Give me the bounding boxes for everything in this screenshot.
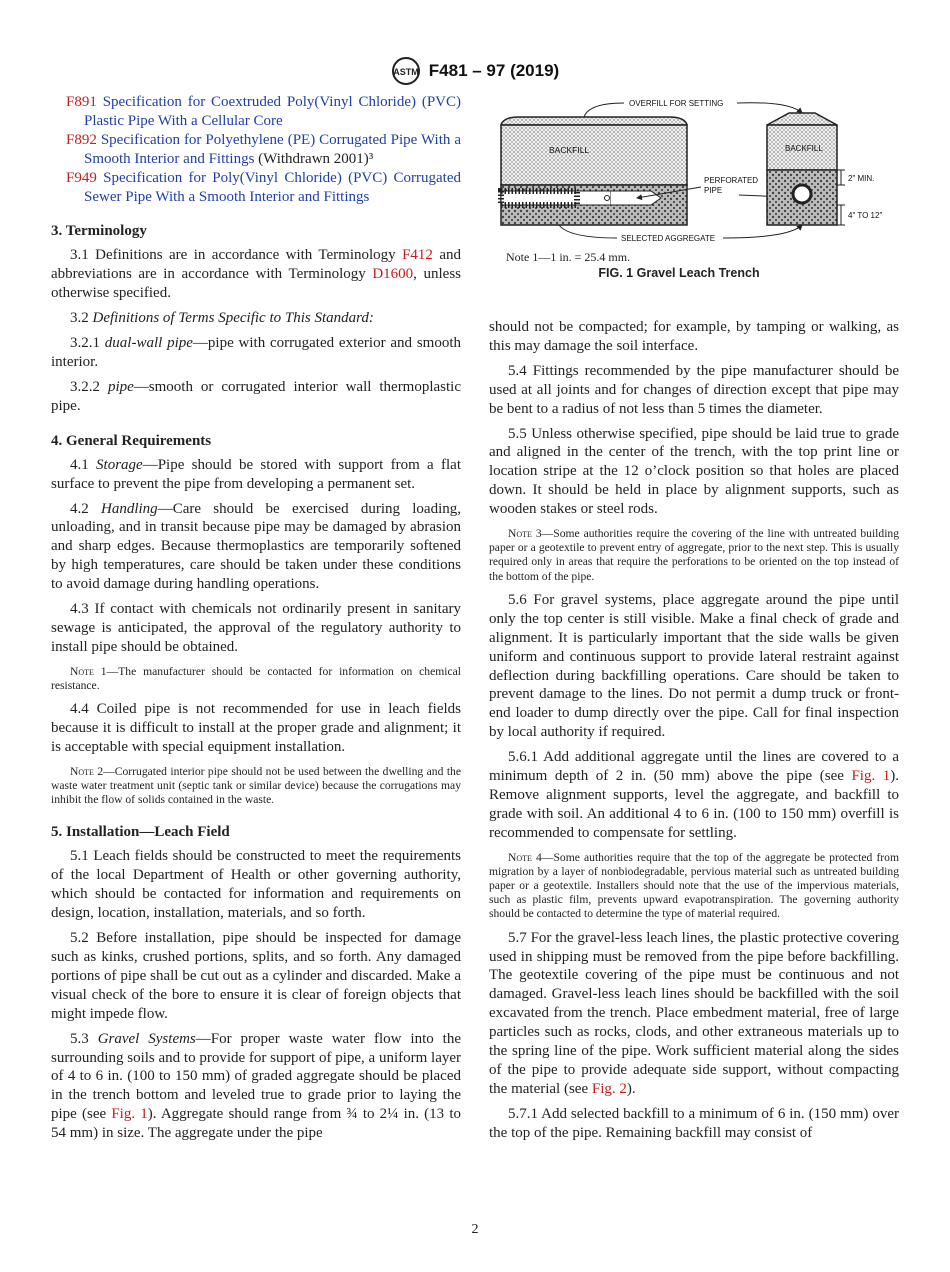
corrugated-pipe-left: [501, 191, 611, 205]
paragraph-5-6-1: 5.6.1 Add additional aggregate until the lines are covered to a minimum depth of 2 in. (50 mm) above the pipe (see Fig. 1). Remove alignment supports, level the aggregate, and backfill to grade with soil. An additional 4 to 6 in. (100 to 150 mm) overfill is recommended to compensate for settling.: [489, 749, 900, 841]
paragraph-5-4: 5.4 Fittings recommended by the pipe manufacturer should be used at all joints and for changes of direction except that pipe may be bent to a radius of not less than 5 times the diameter.: [489, 362, 899, 417]
paragraph-5-7: 5.7 For the gravel-less leach lines, the plastic protective covering used in shipping must be removed from the pipe before backfilling. The geotextile covering of the pipe must be continuous and not damaged. Gravel-less leach lines should be backfilled with the soil excavated from the trench. Place embedment material, free of large particles such as rocks, clods, and other extraneous materials up to the spring line of the pipe. Work sufficient material along the sides of the pipe to provide adequate side support, without compacting the material (see Fig. 2).: [489, 929, 899, 1097]
label-overfill: OVERFILL FOR SETTING: [629, 99, 724, 108]
right-column: [489, 318, 899, 1149]
reference-title[interactable]: Specification for Coextruded Poly(Vinyl Chloride) (PVC) Plastic Pipe With a Cellular Core: [84, 94, 462, 129]
reference-code[interactable]: F892: [66, 131, 97, 148]
paragraph-3-2-2: 3.2.2 pipe—smooth or corrugated interior wall thermoplastic pipe.: [51, 378, 462, 414]
note-2: Note 2—Corrugated interior pipe should not be used between the dwelling and the waste water treatment unit (septic tank or similar device) because the corrugations may inhibit the flow of solids contained in the waste.: [51, 764, 461, 807]
figure-note: Note 1—1 in. = 25.4 mm.: [506, 250, 631, 264]
section-heading-installation: 5. Installation—Leach Field: [51, 824, 230, 841]
page-header: [0, 56, 950, 86]
reference-f949: [51, 169, 461, 207]
label-backfill-right: BACKFILL: [785, 144, 823, 153]
paragraph-5-6: 5.6 For gravel systems, place aggregate around the pipe until only the top center is still visible. Make a final check of grade and alignment. It is particularly important that the side walls be given uniform and continuous support to provide lateral restraint against deflection during backfilling operations. Care should be taken to prevent damage to the lines. Do not permit a dump truck or front-end loader to dump directly over the pipe. Call for final inspection by local authority if required.: [489, 591, 899, 741]
paragraph-5-5: 5.5 Unless otherwise specified, pipe should be laid true to grade and aligned in the center of the trench, with the top print line or location stripe at the 12 o’clock position so that holes are placed down. It should be held in place by alignment supports, such as wooden stakes or steel rods.: [489, 425, 899, 518]
reference-f892: [51, 131, 461, 169]
label-pipe: PIPE: [704, 186, 723, 195]
label-selected-aggregate: SELECTED AGGREGATE: [621, 234, 716, 243]
svg-text:ASTM: ASTM: [393, 67, 419, 77]
section-heading-general: 4. General Requirements: [51, 432, 212, 449]
note-3: Note 3—Some authorities require the covering of the line with untreated building paper or a geotextile to prevent entry of aggregate, prior to the next step. This is usually required only in areas that require the perforations to be oriented on the top instead of the bottom of the pipe.: [489, 527, 900, 583]
reference-code[interactable]: F891: [66, 94, 97, 110]
reference-suffix: (Withdrawn 2001)³: [254, 150, 374, 167]
note-4: Note 4—Some authorities require that the top of the aggregate be protected from migration by a layer of nonbiodegradable, pervious material such as untreated building paper or a geotextile. Installers should note that the use of the impervious materials, such as plastic film, prevents upward evapotranspiration. The governing authority should be contacted to determine the type of material required.: [489, 850, 899, 921]
paragraph-3-1: 3.1 Definitions are in accordance with Terminology F412 and abbreviations are in accordance with Terminology D1600, unless otherwise specified.: [51, 247, 461, 302]
paragraph-4-2: 4.2 Handling—Care should be exercised during loading, unloading, and in transit because pipe may be damaged by abrasion and sharp edges. Because thermoplastics are temporarily softened by high temperatures, care should be taken under these conditions to avoid damage during handling operations.: [51, 500, 462, 593]
link-d1600[interactable]: D1600: [372, 266, 414, 283]
astm-logo-icon: [391, 56, 421, 86]
standard-code: F481 – 97 (2019): [428, 61, 560, 80]
paragraph-4-1: 4.1 Storage—Pipe should be stored with support from a flat surface to prevent the pipe from developing a permanent set.: [51, 456, 461, 492]
reference-title[interactable]: Specification for Polyethylene (PE) Corrugated Pipe With a Smooth Interior and Fittings: [84, 131, 462, 167]
pipe-cross-section: [793, 185, 811, 203]
link-f412[interactable]: F412: [402, 247, 433, 264]
label-2in-min: 2" MIN.: [848, 174, 875, 183]
paragraph-4-4: 4.4 Coiled pipe is not recommended for use in leach fields because it is difficult to install at the proper grade and alignment; it is acceptable with special equipment installation.: [51, 701, 461, 755]
label-perforated: PERFORATED: [704, 176, 759, 185]
paragraph-5-2: 5.2 Before installation, pipe should be inspected for damage such as kinks, crushed portions, splits, and so forth. Any damaged portions of pipe shall be cut out as a cylinder and discarded. Make a visual check of the bore to ensure it is clear of foreign objects that might impede flow.: [51, 930, 461, 1022]
reference-title[interactable]: Specification for Poly(Vinyl Chloride) (PVC) Corrugated Sewer Pipe With a Smooth Interior and Fittings: [84, 169, 462, 205]
paragraph-4-3: 4.3 If contact with chemicals not ordinarily present in sanitary sewage is anticipated, the approval of the regulatory authority to install pipe should be obtained.: [51, 601, 461, 655]
figure-caption: FIG. 1 Gravel Leach Trench: [598, 266, 760, 280]
reference-f891: [51, 93, 461, 131]
reference-code[interactable]: F949: [66, 169, 97, 186]
left-column: [51, 93, 461, 1149]
link-fig-2[interactable]: Fig. 2: [591, 1080, 627, 1097]
link-fig-1[interactable]: Fig. 1: [111, 1106, 148, 1123]
paragraph-5-1: 5.1 Leach fields should be constructed to meet the requirements of the local Department of Health or other governing authority, which should be contacted for information and requirements on design, location, installation, materials, and so forth.: [51, 848, 461, 922]
label-backfill-left: BACKFILL: [549, 145, 590, 155]
paragraph-3-2: 3.2 Definitions of Terms Specific to This Standard:: [70, 310, 374, 327]
paragraph-5-3: 5.3 Gravel Systems—For proper waste water flow into the surrounding soils and to provide for support of pipe, a uniform layer of 4 to 6 in. (100 to 150 mm) of graded aggregate should be placed in the trench bottom and leveled true to grade prior to laying the pipe (see Fig. 1). Aggregate should range from ¾ to 2¼ in. (13 to 54 mm) in size. The aggregate under the pipe: [51, 1030, 462, 1142]
backfill-left: [501, 125, 687, 185]
link-fig-1[interactable]: Fig. 1: [851, 768, 891, 785]
paragraph-5-3-continued: should not be compacted; for example, by tamping or walking, as this may damage the soil interface.: [489, 319, 899, 354]
overfill-mound-left: [501, 117, 687, 125]
overfill-mound-right: [767, 113, 837, 125]
section-heading-terminology: 3. Terminology: [51, 223, 147, 240]
note-1: Note 1—The manufacturer should be contacted for information on chemical resistance.: [51, 664, 461, 692]
paragraph-3-2-1: 3.2.1 dual-wall pipe—pipe with corrugated exterior and smooth interior.: [51, 335, 461, 370]
label-4-to-12in: 4" TO 12": [848, 211, 883, 220]
page-number: 2: [471, 1222, 479, 1237]
paragraph-5-7-1: 5.7.1 Add selected backfill to a minimum of 6 in. (150 mm) over the top of the pipe. Remaining backfill may consist of: [489, 1105, 899, 1141]
